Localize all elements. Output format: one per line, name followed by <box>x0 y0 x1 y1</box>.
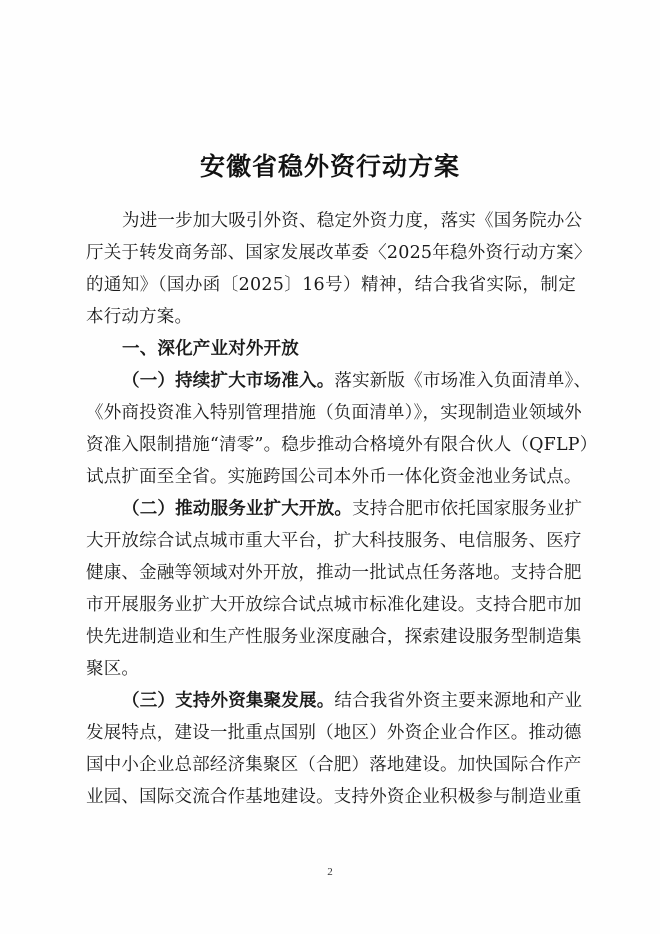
document-title: 安徽省稳外资行动方案 <box>199 152 460 181</box>
paragraph-line <box>86 493 583 525</box>
paragraph-line <box>86 685 583 717</box>
paragraph-line <box>86 365 592 397</box>
page-number: 2 <box>327 866 333 878</box>
paragraph-line: 聚区。 <box>86 659 140 679</box>
item-heading: （三）支持外资集聚发展。 <box>122 691 335 711</box>
paragraph-line: 资准入限制措施“清零”。稳步推动合格境外有限合伙人（QFLP） <box>86 435 598 455</box>
intro-line: 厅关于转发商务部、国家发展改革委〈2025年稳外资行动方案〉 <box>86 243 592 263</box>
paragraph-line: 试点扩面至全省。实施跨国公司本外币一体化资金池业务试点。 <box>86 467 582 487</box>
paragraph-line: 《外商投资准入特别管理措施（负面清单）》，实现制造业领域外 <box>86 403 582 423</box>
paragraph-text: 落实新版《市场准入负面清单》、 <box>334 371 592 391</box>
intro-line: 本行动方案。 <box>86 307 193 327</box>
intro-line: 为进一步加大吸引外资、稳定外资力度，落实《国务院办公 <box>122 211 583 231</box>
paragraph-text: 结合我省外资主要来源地和产业 <box>334 691 583 711</box>
paragraph-line: 业园、国际交流合作基地建设。支持外资企业积极参与制造业重 <box>86 787 582 807</box>
paragraph-line: 大开放综合试点城市重大平台，扩大科技服务、电信服务、医疗 <box>86 531 582 551</box>
paragraph-text: 支持合肥市依托国家服务业扩 <box>352 499 583 519</box>
paragraph-line: 国中小企业总部经济集聚区（合肥）落地建设。加快国际合作产 <box>86 755 582 775</box>
paragraph-line: 健康、金融等领域对外开放，推动一批试点任务落地。支持合肥 <box>86 563 582 583</box>
paragraph-line: 发展特点，建设一批重点国别（地区）外资企业合作区。推动德 <box>86 723 582 743</box>
paragraph-line: 市开展服务业扩大开放综合试点城市标准化建设。支持合肥市加 <box>86 595 582 615</box>
paragraph-line: 快先进制造业和生产性服务业深度融合，探索建设服务型制造集 <box>86 627 582 647</box>
item-heading: （二）推动服务业扩大开放。 <box>122 499 353 519</box>
intro-line: 的通知》（国办函〔2025〕16号）精神，结合我省实际，制定 <box>86 275 576 295</box>
item-heading: （一）持续扩大市场准入。 <box>122 371 335 391</box>
section-heading: 一、深化产业对外开放 <box>122 339 299 359</box>
document-body <box>86 205 598 813</box>
